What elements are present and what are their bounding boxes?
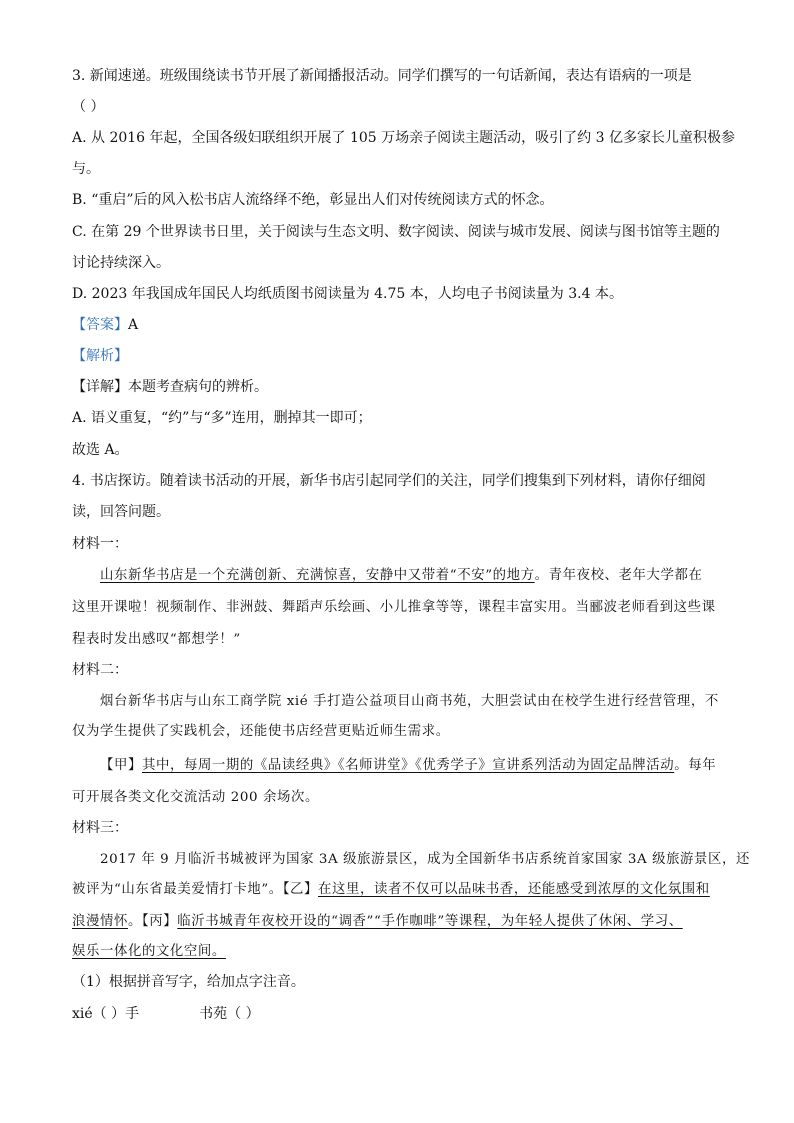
yi-underlined-1: 在这里，读者不仅可以品味书香，还能感受到浓厚的文化氛围和 xyxy=(318,882,710,897)
material-3-line1: 2017 年 9 月临沂书城被评为国家 3A 级旅游景区，成为全国新华书店系统首家国家 3A 级旅游景区，还 xyxy=(100,852,751,867)
q3-option-d: D. 2023 年我国成年国民人均纸质图书阅读量为 4.75 本，人均电子书阅读量为 3.4 本。 xyxy=(72,286,623,302)
jia-tag: 【甲】 xyxy=(100,758,142,773)
bing-tag: 。【丙】 xyxy=(127,914,178,929)
material-1-line1 xyxy=(100,566,703,586)
pinyin-blanks-line xyxy=(72,1004,260,1024)
q4-stem-line2: 读，回答问题。 xyxy=(72,504,170,520)
q3-answer xyxy=(72,315,138,335)
material-2-line2: 仅为学生提供了实践机会，还能使书店经营更贴近师生需求。 xyxy=(72,724,450,739)
q3-option-b: B. “重启”后的风入松书店人流络绎不绝，彰显出人们对传统阅读方式的怀念。 xyxy=(72,192,554,208)
word-2: 书苑 xyxy=(199,1006,228,1022)
bing-underlined-2: 娱乐一体化的文化空间。 xyxy=(72,944,226,959)
material-3-line3 xyxy=(72,912,683,932)
word-1: 手 xyxy=(125,1006,140,1022)
material-2-line4: 可开展各类文化交流活动 200 余场次。 xyxy=(72,790,319,805)
analysis-tag: 【解析】 xyxy=(72,348,128,364)
detail-text: 本题考查病句的辨析。 xyxy=(128,379,268,395)
q3-conclusion: 故选 A。 xyxy=(72,442,129,458)
q3-reason: A. 语义重复，“约”与“多”连用，删掉其一即可； xyxy=(72,410,372,426)
sub-question-1: （1）根据拼音写字，给加点字注音。 xyxy=(72,974,305,990)
q3-option-a-line2: 与。 xyxy=(72,161,100,177)
material-2-title: 材料二： xyxy=(72,662,128,678)
blank-2: （ ） xyxy=(227,1006,260,1022)
answer-tag: 【答案】 xyxy=(72,317,128,333)
q3-option-a-line1: A. 从 2016 年起，全国各级妇联组织开展了 105 万场亲子阅读主题活动，吸引了约 3 亿多家长儿童积极参 xyxy=(72,130,735,146)
material-2-line1: 烟台新华书店与山东工商学院 xié 手打造公益项目山商书苑，大胆尝试由在校学生进行经营管理，不 xyxy=(100,694,719,709)
pinyin-text: xié xyxy=(72,1006,93,1022)
q3-option-c-line2: 讨论持续深入。 xyxy=(72,255,170,271)
material-1-title: 材料一： xyxy=(72,536,128,552)
material-1-underlined: 山东新华书店是一个充满创新、充满惊喜，安静中又带着“不安”的地方 xyxy=(100,568,535,583)
material-1-line3: 程表时发出感叹“都想学！” xyxy=(72,632,241,647)
material-2-jia-line xyxy=(100,756,716,776)
material-1-line2: 这里开课啦！视频制作、非洲鼓、舞蹈声乐绘画、小儿推拿等等，课程丰富实用。当郦波老师看到这些课 xyxy=(72,600,716,615)
material-3-line2 xyxy=(72,880,710,900)
yi-tag: 【乙】 xyxy=(282,882,319,897)
jia-rest: 。每年 xyxy=(674,758,717,773)
q3-stem-line1: 3. 新闻速递。班级围绕读书节开展了新闻播报活动。同学们撰写的一句话新闻，表达有语病的一项是 xyxy=(72,68,692,84)
answer-value: A xyxy=(128,317,139,333)
yi-underlined-2: 浪漫情怀 xyxy=(72,914,128,929)
q4-stem-line1: 4. 书店探访。随着读书活动的开展，新华书店引起同学们的关注，同学们搜集到下列材料，请你仔细阅 xyxy=(72,473,706,489)
bing-underlined-1: 临沂书城青年夜校开设的“调香”“手作咖啡”等课程，为年轻人提供了休闲、学习、 xyxy=(177,914,683,929)
q3-option-c-line1: C. 在第 29 个世界读书日里，关于阅读与生态文明、数字阅读、阅读与城市发展、阅读与图书馆等主题的 xyxy=(72,224,720,240)
material-3-line2-start: 被评为“山东省最美爱情打卡地”。 xyxy=(72,882,283,897)
jia-underlined: 其中，每周一期的《品读经典》《名师讲堂》《优秀学子》宣讲系列活动为固定品牌活动 xyxy=(141,758,675,773)
q3-detail xyxy=(72,377,268,397)
blank-1: （ ） xyxy=(92,1006,126,1022)
q3-stem-line2: （ ） xyxy=(72,99,105,115)
material-3-title: 材料三： xyxy=(72,820,128,836)
detail-tag: 【详解】 xyxy=(72,379,128,395)
material-3-line4 xyxy=(72,942,226,962)
material-1-line1-rest: 。青年夜校、老年大学都在 xyxy=(534,568,703,583)
